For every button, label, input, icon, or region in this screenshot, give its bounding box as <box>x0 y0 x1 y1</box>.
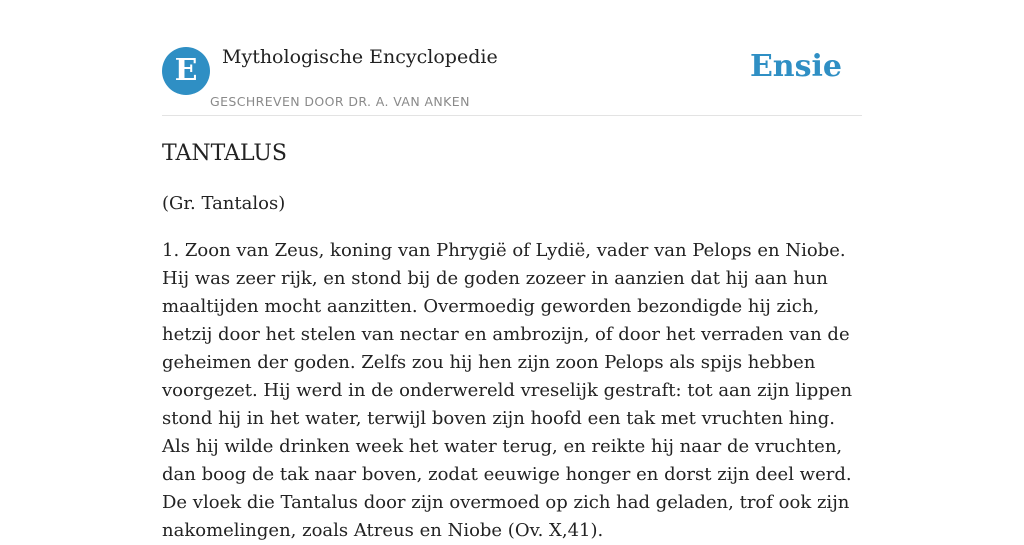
site-header <box>162 40 862 116</box>
entry-headword: TANTALUS <box>162 141 287 166</box>
brand-logo[interactable]: Ensie <box>749 49 842 84</box>
entry-article <box>162 138 862 545</box>
encyclopedia-title[interactable]: Mythologische Encyclopedie <box>222 46 498 68</box>
entry-body: 1. Zoon van Zeus, koning van Phrygië of Lydië, vader van Pelops en Niobe. Hij was zeer rijk, en stond bij de goden zozeer in aanzien dat hij aan hun maaltijden mocht aanzitten. Overmoedig geworden bezondigde hij zich, hetzij door het stelen van nectar en ambrozijn, of door het verraden van de geheimen der goden. Zelfs zou hij hen zijn zoon Pelops als spijs hebben voorgezet. Hij werd in de onderwereld vreselijk gestraft: tot aan zijn lippen stond hij in het water, terwijl boven zijn hoofd een tak met vruchten hing. Als hij wilde drinken week het water terug, en reikte hij naar de vruchten, dan boog de tak naar boven, zodat eeuwige honger en dorst zijn deel werd. De vloek die Tantalus door zijn overmoed op zich had geladen, trof ook zijn nakomelingen, zoals Atreus en Niobe (Ov. X,41). <box>162 240 853 541</box>
ensie-logo-icon[interactable]: E <box>162 47 210 95</box>
author-byline[interactable]: GESCHREVEN DOOR DR. A. VAN ANKEN <box>210 94 470 109</box>
entry-etymology: (Gr. Tantalos) <box>162 193 286 214</box>
